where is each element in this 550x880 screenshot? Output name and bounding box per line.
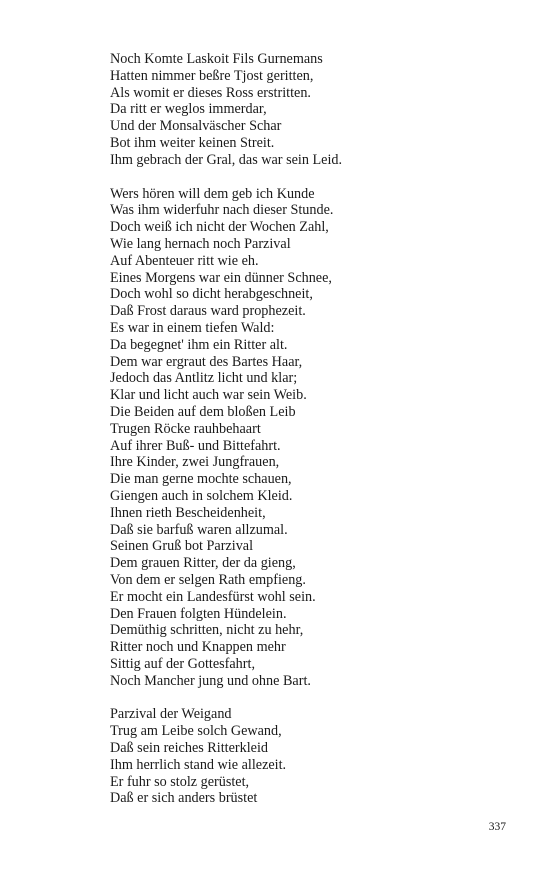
verse-line: Da begegnet' ihm ein Ritter alt. [110, 336, 288, 353]
verse-line: Auf ihrer Buß- und Bittefahrt. [110, 437, 281, 454]
verse-line: Und der Monsalväscher Schar [110, 118, 282, 135]
verse-line: Ihm herrlich stand wie allezeit. [110, 756, 287, 773]
verse-line: Als womit er dieses Ross erstritten. [110, 84, 311, 101]
verse-line: Trugen Röcke rauhbehaart [110, 420, 261, 437]
verse-line: Daß er sich anders brüstet [110, 790, 258, 807]
verse-line: Noch Mancher jung und ohne Bart. [110, 672, 311, 689]
verse-line: Er fuhr so stolz gerüstet, [110, 773, 250, 790]
verse-line: Daß sein reiches Ritterkleid [110, 740, 268, 757]
verse-line: Eines Morgens war ein dünner Schnee, [110, 269, 332, 286]
verse-line: Klar und licht auch war sein Weib. [110, 387, 307, 404]
verse-line: Doch weiß ich nicht der Wochen Zahl, [110, 219, 329, 236]
stanza-1 [110, 51, 510, 169]
verse-line: Jedoch das Antlitz licht und klar; [110, 370, 298, 387]
verse-line: Giengen auch in solchem Kleid. [110, 487, 293, 504]
poem-text [110, 51, 510, 824]
verse-line: Demüthig schritten, nicht zu hehr, [110, 622, 304, 639]
verse-line: Daß Frost daraus ward prophezeit. [110, 303, 306, 320]
verse-line: Wie lang hernach noch Parzival [110, 235, 291, 252]
stanza-3 [110, 706, 510, 807]
verse-line: Es war in einem tiefen Wald: [110, 319, 275, 336]
verse-line: Bot ihm weiter keinen Streit. [110, 134, 275, 151]
verse-line: Was ihm widerfuhr nach dieser Stunde. [110, 202, 334, 219]
verse-line: Ritter noch und Knappen mehr [110, 639, 286, 656]
stanza-2 [110, 186, 510, 690]
verse-line: Wers hören will dem geb ich Kunde [110, 185, 315, 202]
verse-line: Dem war ergraut des Bartes Haar, [110, 353, 303, 370]
verse-line: Seinen Gruß bot Parzival [110, 538, 254, 555]
verse-line: Sittig auf der Gottesfahrt, [110, 655, 255, 672]
verse-line: Auf Abenteuer ritt wie eh. [110, 252, 259, 269]
verse-line: Trug am Leibe solch Gewand, [110, 723, 282, 740]
verse-line: Ihre Kinder, zwei Jungfrauen, [110, 454, 280, 471]
verse-line: Daß sie barfuß waren allzumal. [110, 521, 288, 538]
verse-line: Parzival der Weigand [110, 706, 232, 723]
verse-line: Dem grauen Ritter, der da gieng, [110, 555, 296, 572]
verse-line: Ihnen rieth Bescheidenheit, [110, 504, 266, 521]
verse-line: Ihm gebrach der Gral, das war sein Leid. [110, 151, 343, 168]
verse-line: Noch Komte Laskoit Fils Gurnemans [110, 51, 323, 67]
verse-line: Er mocht ein Landesfürst wohl sein. [110, 588, 316, 605]
verse-line: Die Beiden auf dem bloßen Leib [110, 403, 296, 420]
verse-line: Die man gerne mochte schauen, [110, 471, 292, 488]
verse-line: Von dem er selgen Rath empfieng. [110, 571, 306, 588]
verse-line: Doch wohl so dicht herabgeschneit, [110, 286, 313, 303]
page-number: 337 [488, 821, 506, 833]
verse-line: Hatten nimmer beßre Tjost geritten, [110, 67, 314, 84]
verse-line: Da ritt er weglos immerdar, [110, 101, 267, 118]
verse-line: Den Frauen folgten Hündelein. [110, 605, 287, 622]
